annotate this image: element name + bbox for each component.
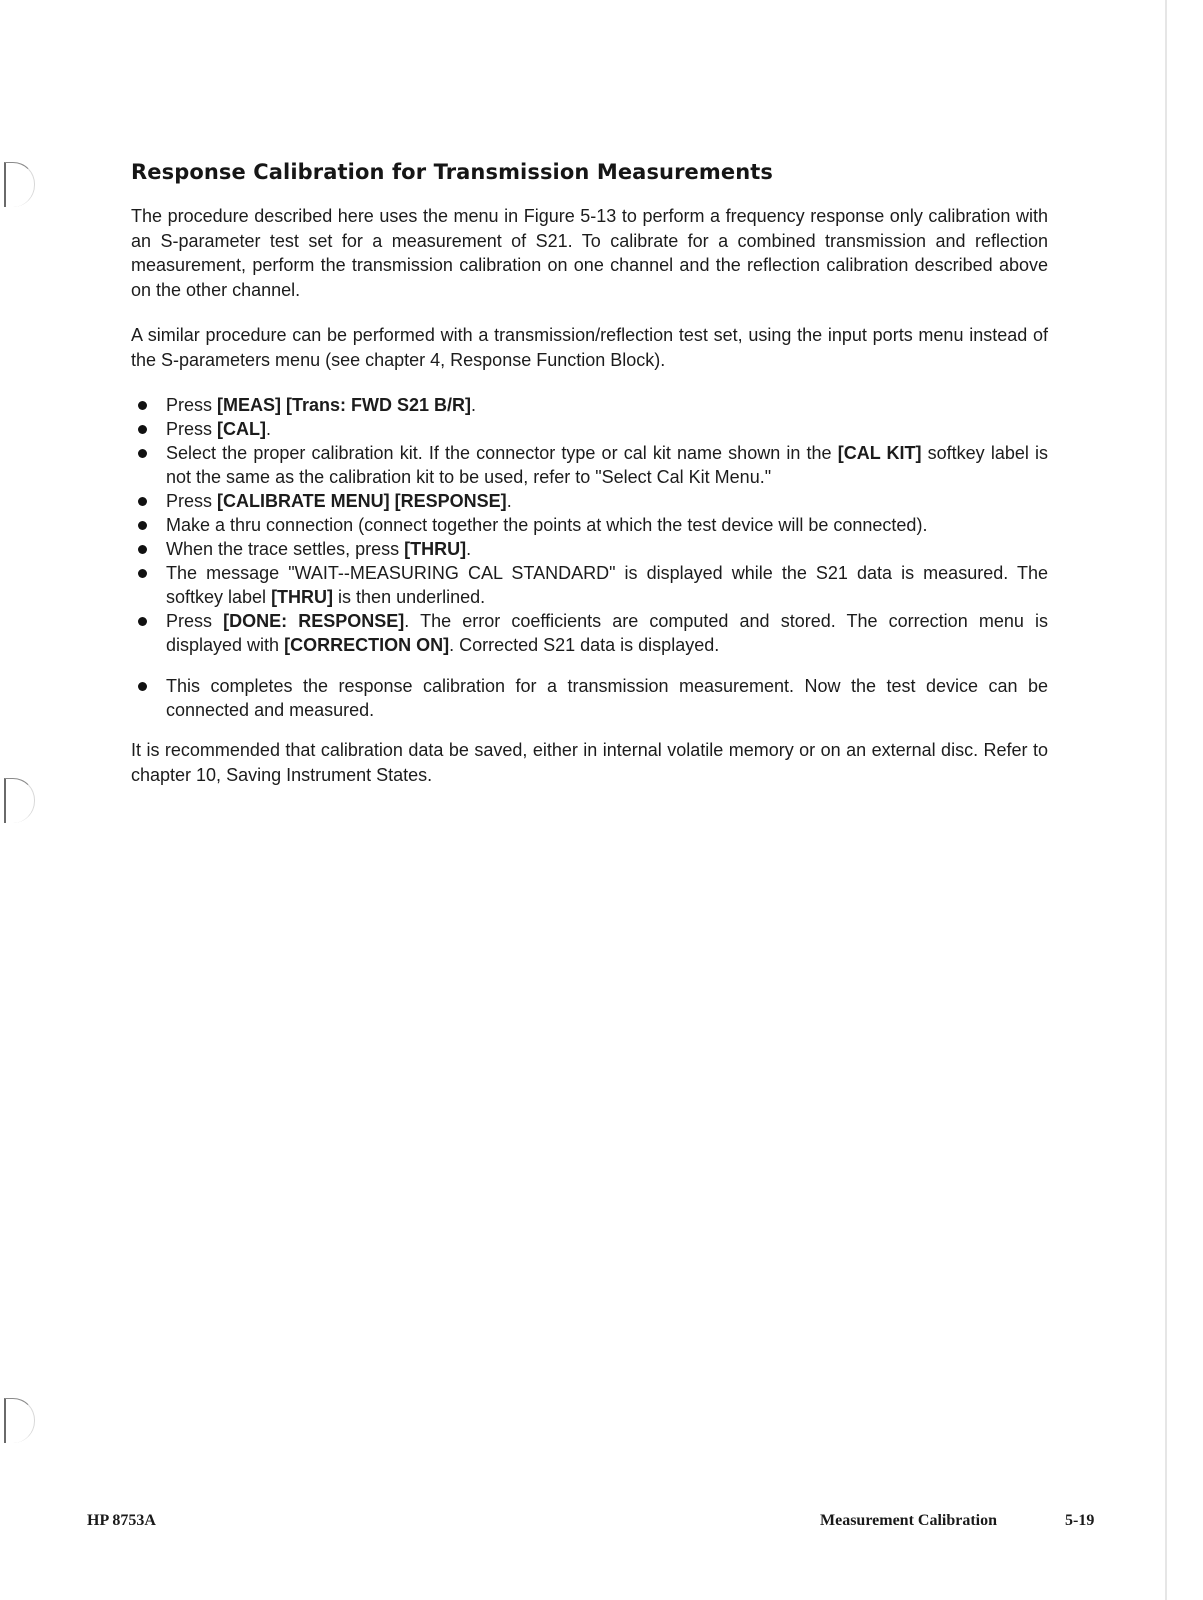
softkey-label: [CORRECTION ON]	[284, 635, 450, 655]
bullet-icon	[138, 682, 147, 691]
bullet-icon	[138, 401, 147, 410]
bullet-icon	[138, 569, 147, 578]
step-item: Select the proper calibration kit. If the connector type or cal kit name shown in the [CAL KIT] softkey label is not the same as the calibration kit to be used, refer to "Select Cal Kit Menu."	[131, 441, 1048, 489]
closing-paragraph: It is recommended that calibration data be saved, either in internal volatile memory or on an external disc. Refer to chapter 10, Saving Instrument States.	[131, 740, 1048, 785]
section-title: Response Calibration for Transmission Measurements	[131, 160, 774, 184]
page-edge	[1165, 0, 1167, 1600]
softkey-label: [THRU]	[271, 587, 334, 607]
softkey-label: [CAL]	[217, 419, 266, 439]
step-item: When the trace settles, press [THRU].	[131, 537, 1048, 561]
bullet-icon	[138, 521, 147, 530]
softkey-label: [THRU]	[404, 539, 467, 559]
step-item: Press [CALIBRATE MENU] [RESPONSE].	[131, 489, 1048, 513]
step-item: Make a thru connection (connect together the points at which the test device will be connected).	[131, 513, 1048, 537]
step-item: Press [MEAS] [Trans: FWD S21 B/R].	[131, 393, 1048, 417]
alternate-procedure-paragraph: A similar procedure can be performed with a transmission/reflection test set, using the input ports menu instead of the S-parameters menu (see chapter 4, Response Function Block).	[131, 325, 1048, 370]
softkey-label: [MEAS] [Trans: FWD S21 B/R]	[217, 395, 472, 415]
binder-hole-middle	[4, 778, 35, 823]
footer-page-number: 5-19	[1065, 1512, 1095, 1529]
page-content	[131, 160, 1048, 808]
bullet-icon	[138, 425, 147, 434]
footer-chapter: Measurement Calibration	[820, 1512, 998, 1529]
step-item: Press [DONE: RESPONSE]. The error coefficients are computed and stored. The correction menu is displayed with [CORRECTION ON]. Corrected S21 data is displayed.	[131, 609, 1048, 657]
step-item: This completes the response calibration for a transmission measurement. Now the test device can be connected and measured.	[131, 674, 1048, 722]
footer-model: HP 8753A	[87, 1512, 156, 1529]
step-item: Press [CAL].	[131, 417, 1048, 441]
binder-hole-bottom	[4, 1398, 35, 1443]
softkey-label: [DONE: RESPONSE]	[223, 611, 405, 631]
step-item: The message "WAIT--MEASURING CAL STANDARD" is displayed while the S21 data is measured. The softkey label [THRU] is then underlined.	[131, 561, 1048, 609]
bullet-icon	[138, 449, 147, 458]
intro-paragraph: The procedure described here uses the menu in Figure 5-13 to perform a frequency response only calibration with an S-parameter test set for a measurement of S21. To calibrate for a combined transmission and reflection measurement, perform the transmission calibration on one channel and the reflection calibration described above on the other channel.	[131, 206, 1048, 300]
procedure-steps	[131, 393, 1048, 722]
bullet-icon	[138, 497, 147, 506]
softkey-label: [CALIBRATE MENU] [RESPONSE]	[217, 491, 507, 511]
bullet-icon	[138, 617, 147, 626]
binder-hole-top	[4, 162, 35, 207]
softkey-label: [CAL KIT]	[837, 443, 922, 463]
bullet-icon	[138, 545, 147, 554]
